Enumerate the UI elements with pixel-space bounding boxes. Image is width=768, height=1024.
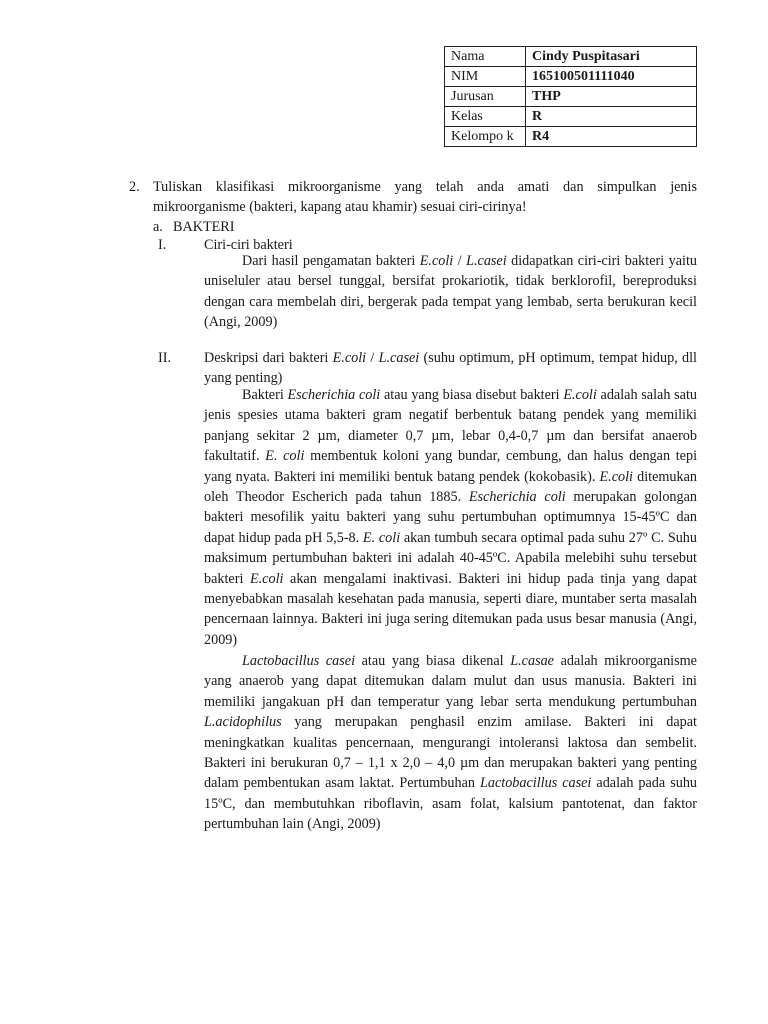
part-1-heading: Ciri-ciri bakteri (204, 237, 293, 253)
id-table-row (445, 127, 697, 147)
part-1-numeral: I. (158, 237, 167, 253)
part-1-paragraph-text: Dari hasil pengamatan bakteri E.coli / L.casei didapatkan ciri-ciri bakteri yaitu uniseluler atau bersel tunggal, bersifat prokariotik, tidak berklorofil, bereproduksi dengan cara membelah diri, bergerak pada tempat yang lembab, serta berukuran kecil (Angi, 2009) (204, 253, 697, 331)
id-table-key: Kelompo k (445, 127, 526, 147)
id-table-value: Cindy Puspitasari (526, 47, 697, 67)
question-text: Tuliskan klasifikasi mikroorganisme yang telah anda amati dan simpulkan jenis mikroorganisme (bakteri, kapang atau khamir) sesuai ciri-cirinya! (153, 179, 697, 215)
id-table-value: THP (526, 87, 697, 107)
section-a-heading (153, 217, 234, 237)
id-table-key: Jurusan (445, 87, 526, 107)
part-2-paragraph-lcasei (204, 651, 697, 835)
ecoli-paragraph-text: Bakteri Escherichia coli atau yang biasa disebut bakteri E.coli adalah salah satu jenis spesies utama bakteri gram negatif berbentuk batang pendek yang memiliki panjang sekitar 2 µm, diameter 0,7 µm, lebar 0,4-0,7 µm dan bersifat anaerob fakultatif. E. coli membentuk koloni yang bundar, cembung, dan halus dengan tepi yang nyata. Bakteri ini memiliki bentuk batang pendek (kokobasik). E.coli ditemukan oleh Theodor Escherich pada tahun 1885. Escherichia coli merupakan golongan bakteri mesofilik yaitu bakteri yang suhu pertumbuhan optimumnya 15-45ºC dan dapat hidup pada pH 5,5-8. E. coli akan tumbuh secara optimal pada suhu 27º C. Suhu maksimum pertumbuhan bakteri ini adalah 40-45ºC. Apabila melebihi suhu tersebut bakteri E.coli akan mengalami inaktivasi. Bakteri ini hidup pada tinja yang dapat menyebabkan masalah kesehatan pada manusia, seperti diare, muntaber serta masalah pencernaan lainnya. Bakteri ini juga sering ditemukan pada usus besar manusia (Angi, 2009) (204, 387, 698, 648)
id-table-row (445, 67, 697, 87)
student-id-table (444, 46, 697, 147)
id-table-row (445, 107, 697, 127)
part-2-heading (204, 348, 697, 388)
part-1-paragraph (204, 251, 697, 333)
lcasei-paragraph-text: Lactobacillus casei atau yang biasa dikenal L.casae adalah mikroorganisme yang anaerob yang dapat ditemukan dalam mulut dan usus manusia. Bakteri ini memiliki jangakuan pH dan temperatur yang lebar serta mendukung pertumbuhan L.acidophilus yang merupakan penghasil enzim amilase. Bakteri ini dapat meningkatkan kualitas pencernaan, mengurangi intoleransi laktosa dan sembelit. Bakteri ini berukuran 0,7 – 1,1 x 2,0 – 4,0 µm dan merupakan bakteri yang penting dalam pembentukan asam laktat. Pertumbuhan Lactobacillus casei adalah pada suhu 15ºC, dan membutuhkan riboflavin, asam folat, kalsium pantotenat, dan faktor pertumbuhan lain (Angi, 2009) (204, 653, 698, 833)
id-table-value: R4 (526, 127, 697, 147)
id-table-key: NIM (445, 67, 526, 87)
part-2-paragraph-ecoli (204, 385, 697, 650)
part-2-heading-text: Deskripsi dari bakteri E.coli / L.casei (suhu optimum, pH optimum, tempat hidup, dll yang penting) (204, 350, 697, 386)
id-table-value: R (526, 107, 697, 127)
id-table-row (445, 47, 697, 67)
id-table-row (445, 87, 697, 107)
section-a-label: a. (153, 219, 163, 235)
part-2-numeral: II. (158, 350, 171, 366)
id-table-key: Nama (445, 47, 526, 67)
id-table-value: 165100501111040 (526, 67, 697, 87)
id-table-key: Kelas (445, 107, 526, 127)
question-number: 2. (129, 179, 140, 195)
section-a-title: BAKTERI (173, 219, 235, 235)
